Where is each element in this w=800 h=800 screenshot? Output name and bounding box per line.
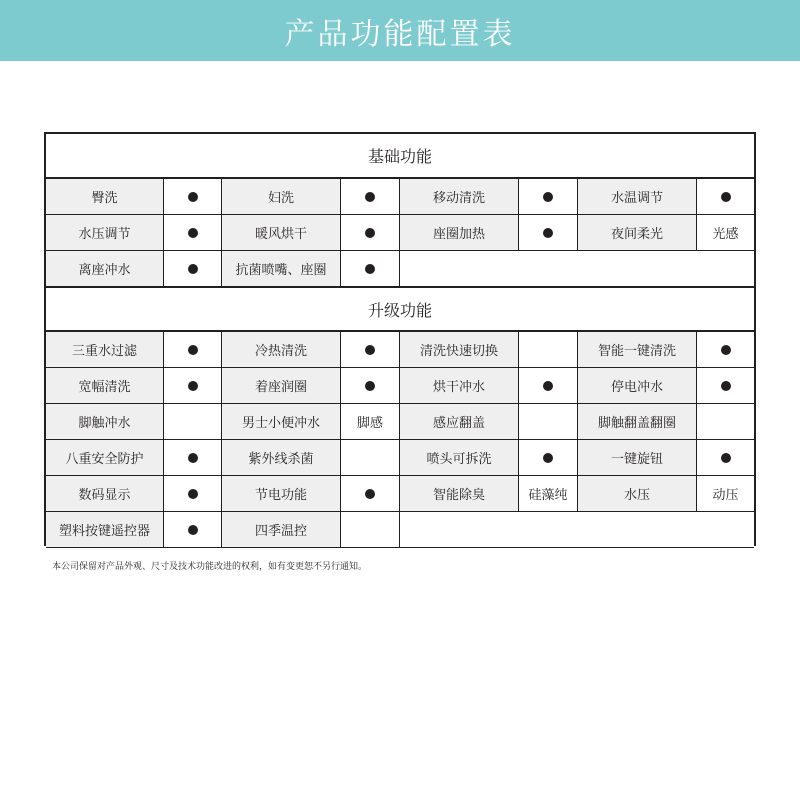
empty-cell [400,512,754,548]
section-title: 基础功能 [46,134,754,179]
feature-included-dot [164,332,222,368]
feature-included-dot [697,440,754,476]
feature-name: 脚触翻盖翻圈 [578,404,697,440]
feature-name: 座圈加热 [400,215,519,251]
feature-name: 三重水过滤 [46,332,164,368]
table-row [46,368,754,404]
feature-included-dot [697,332,754,368]
feature-name: 脚触冲水 [46,404,164,440]
table-row [46,215,754,251]
feature-value: 硅藻纯 [519,476,578,512]
filled-dot-icon [188,345,198,355]
table-row [46,251,754,287]
filled-dot-icon [721,345,731,355]
feature-name: 一键旋钮 [578,440,697,476]
feature-name: 节电功能 [222,476,341,512]
filled-dot-icon [188,525,198,535]
filled-dot-icon [543,192,553,202]
filled-dot-icon [721,192,731,202]
filled-dot-icon [188,381,198,391]
feature-included-dot [697,179,754,215]
filled-dot-icon [365,264,375,274]
filled-dot-icon [188,192,198,202]
filled-dot-icon [365,192,375,202]
feature-name: 四季温控 [222,512,341,548]
table-row [46,440,754,476]
filled-dot-icon [188,228,198,238]
feature-included-dot [341,251,400,287]
feature-name: 抗菌喷嘴、座圈 [222,251,341,287]
feature-name: 男士小便冲水 [222,404,341,440]
filled-dot-icon [543,453,553,463]
feature-name: 智能除臭 [400,476,519,512]
feature-value [164,404,222,440]
feature-included-dot [164,368,222,404]
feature-name: 喷头可拆洗 [400,440,519,476]
feature-included-dot [164,512,222,548]
feature-included-dot [519,215,578,251]
feature-value [697,404,754,440]
feature-name: 冷热清洗 [222,332,341,368]
feature-included-dot [519,440,578,476]
page-title: 产品功能配置表 [284,16,516,52]
feature-name: 紫外线杀菌 [222,440,341,476]
feature-included-dot [164,476,222,512]
feature-name: 清洗快速切换 [400,332,519,368]
filled-dot-icon [543,228,553,238]
table-row [46,179,754,215]
feature-included-dot [164,179,222,215]
filled-dot-icon [365,381,375,391]
feature-name: 臀洗 [46,179,164,215]
feature-included-dot [519,179,578,215]
section-title: 升级功能 [46,287,754,332]
feature-name: 停电冲水 [578,368,697,404]
feature-included-dot [341,215,400,251]
filled-dot-icon [365,228,375,238]
filled-dot-icon [721,453,731,463]
table-row [46,332,754,368]
feature-name: 八重安全防护 [46,440,164,476]
table-row [46,476,754,512]
feature-included-dot [341,332,400,368]
feature-value [341,440,400,476]
feature-value [519,404,578,440]
header-banner [0,0,800,61]
feature-name: 智能一键清洗 [578,332,697,368]
feature-included-dot [341,179,400,215]
feature-value: 脚感 [341,404,400,440]
filled-dot-icon [188,489,198,499]
feature-included-dot [164,440,222,476]
feature-name: 水温调节 [578,179,697,215]
feature-table [44,132,756,546]
filled-dot-icon [543,381,553,391]
feature-included-dot [341,476,400,512]
feature-name: 宽幅清洗 [46,368,164,404]
disclaimer-note: 本公司保留对产品外观、尺寸及技术功能改进的权利，如有变更恕不另行通知。 [52,562,368,572]
feature-included-dot [697,368,754,404]
feature-name: 水压 [578,476,697,512]
filled-dot-icon [188,264,198,274]
feature-included-dot [164,251,222,287]
feature-name: 离座冲水 [46,251,164,287]
feature-name: 移动清洗 [400,179,519,215]
filled-dot-icon [365,489,375,499]
feature-name: 塑料按键遥控器 [46,512,164,548]
feature-included-dot [164,215,222,251]
feature-name: 妇洗 [222,179,341,215]
feature-value: 动压 [697,476,754,512]
table-row [46,512,754,548]
feature-name: 夜间柔光 [578,215,697,251]
empty-cell [400,251,754,287]
feature-name: 数码显示 [46,476,164,512]
table-row [46,404,754,440]
feature-value [519,332,578,368]
feature-included-dot [341,368,400,404]
feature-value: 光感 [697,215,754,251]
feature-name: 着座润圈 [222,368,341,404]
filled-dot-icon [365,345,375,355]
feature-name: 感应翻盖 [400,404,519,440]
filled-dot-icon [188,453,198,463]
feature-name: 水压调节 [46,215,164,251]
feature-name: 暖风烘干 [222,215,341,251]
feature-value [341,512,400,548]
filled-dot-icon [721,381,731,391]
feature-name: 烘干冲水 [400,368,519,404]
feature-included-dot [519,368,578,404]
